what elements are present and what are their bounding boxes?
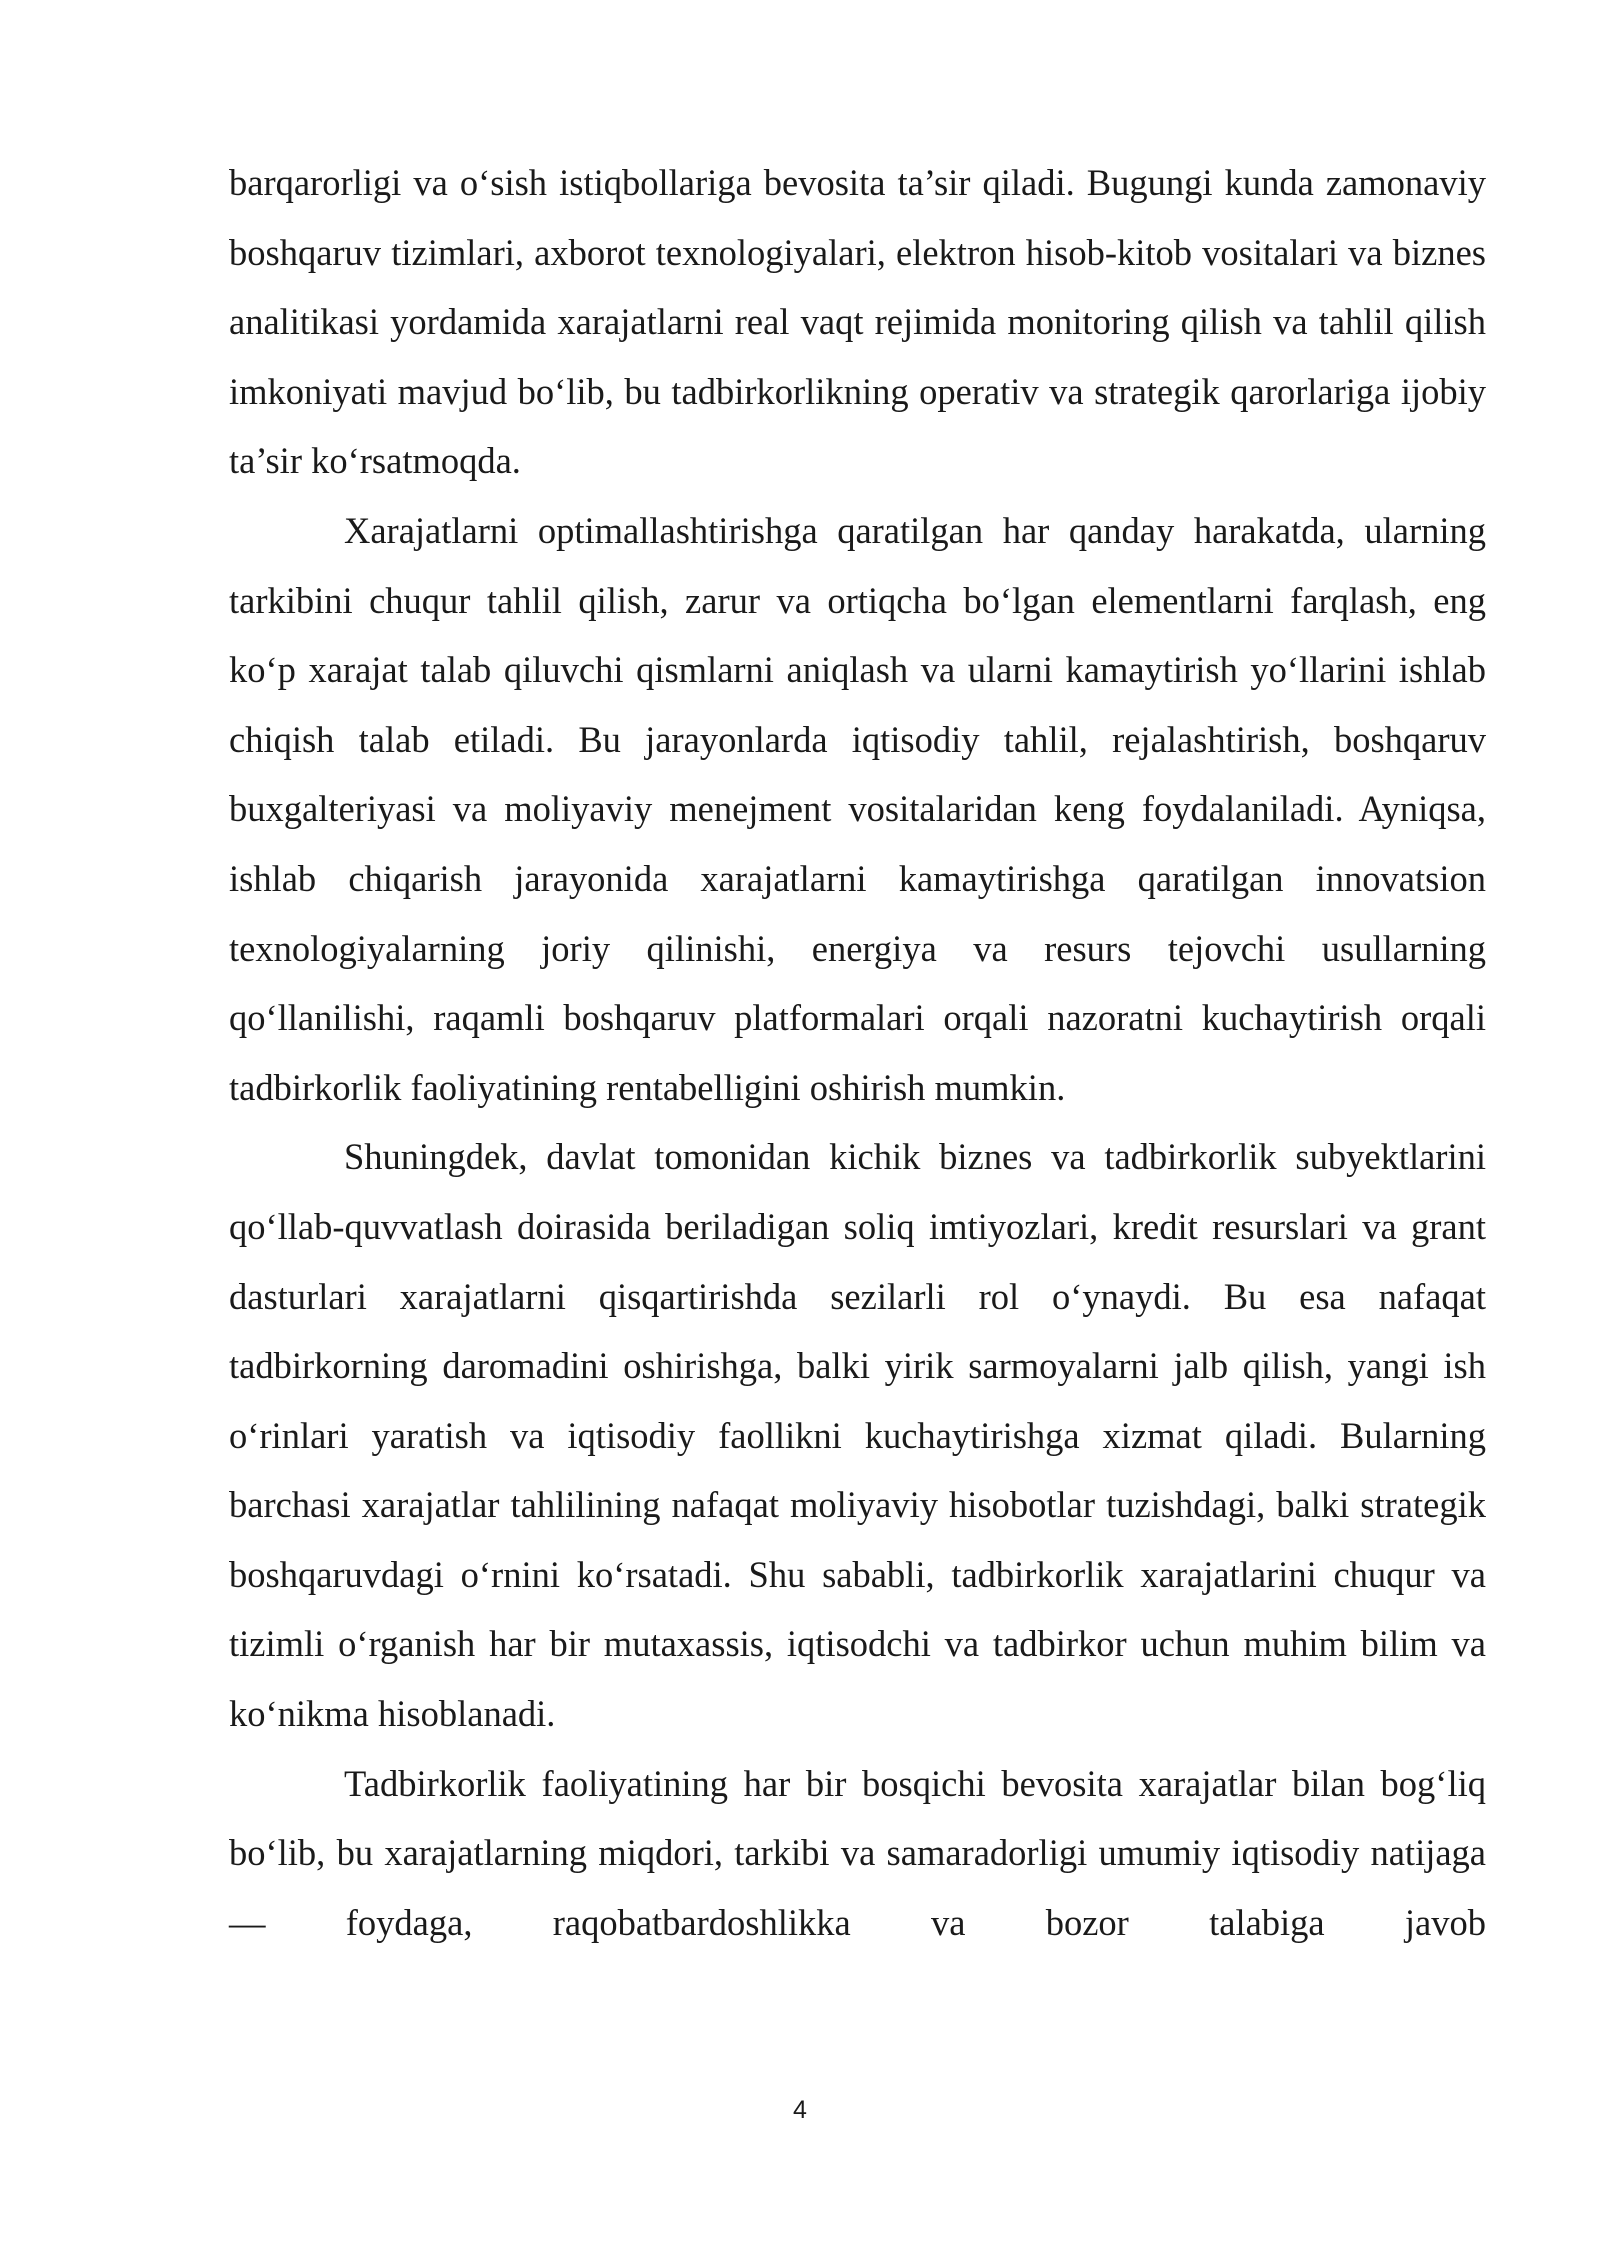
page-number: 4 bbox=[793, 2096, 807, 2124]
paragraph-3: Shuningdek, davlat tomonidan kichik biznes va tadbirkorlik subyektlarini qo‘llab-quvvatlash doirasida beriladigan soliq imtiyozlari, kredit resurslari va grant dasturlari xarajatlarni qisqartirishda sezilarli rol o‘ynaydi. Bu esa nafaqat tadbirkorning daromadini oshirishga, balki yirik sarmoyalarni jalb qilish, yangi ish o‘rinlari yaratish va iqtisodiy faollikni kuchaytirishga xizmat qiladi. Bularning barchasi xarajatlar tahlilining nafaqat moliyaviy hisobotlar tuzishdagi, balki strategik boshqaruvdagi o‘rnini ko‘rsatadi. Shu sababli, tadbirkorlik xarajatlarini chuqur va tizimli o‘rganish har bir mutaxassis, iqtisodchi va tadbirkor uchun muhim bilim va ko‘nikma hisoblanadi. bbox=[229, 1136, 1486, 1735]
body-text bbox=[229, 148, 1486, 1957]
paragraph-2: Xarajatlarni optimallashtirishga qaratilgan har qanday harakatda, ularning tarkibini chuqur tahlil qilish, zarur va ortiqcha bo‘lgan elementlarni farqlash, eng ko‘p xarajat talab qiluvchi qismlarni aniqlash va ularni kamaytirish yo‘llarini ishlab chiqish talab etiladi. Bu jarayonlarda iqtisodiy tahlil, rejalashtirish, boshqaruv buxgalteriyasi va moliyaviy menejment vositalaridan keng foydalaniladi. Ayniqsa, ishlab chiqarish jarayonida xarajatlarni kamaytirishga qaratilgan innovatsion texnologiyalarning joriy qilinishi, energiya va resurs tejovchi usullarning qo‘llanilishi, raqamli boshqaruv platformalari orqali nazoratni kuchaytirish orqali tadbirkorlik faoliyatining rentabelligini oshirish mumkin. bbox=[229, 509, 1486, 1108]
paragraph-1: barqarorligi va o‘sish istiqbollariga bevosita ta’sir qiladi. Bugungi kunda zamonaviy boshqaruv tizimlari, axborot texnologiyalari, elektron hisob-kitob vositalari va biznes analitikasi yordamida xarajatlarni real vaqt rejimida monitoring qilish va tahlil qilish imkoniyati mavjud bo‘lib, bu tadbirkorlikning operativ va strategik qarorlariga ijobiy ta’sir ko‘rsatmoqda. bbox=[229, 162, 1486, 482]
paragraph-4: Tadbirkorlik faoliyatining har bir bosqichi bevosita xarajatlar bilan bog‘liq bo‘lib, bu xarajatlarning miqdori, tarkibi va samaradorligi umumiy iqtisodiy natijaga — foydaga, raqobatbardoshlikka va bozor talabiga javob bbox=[229, 1762, 1486, 1943]
